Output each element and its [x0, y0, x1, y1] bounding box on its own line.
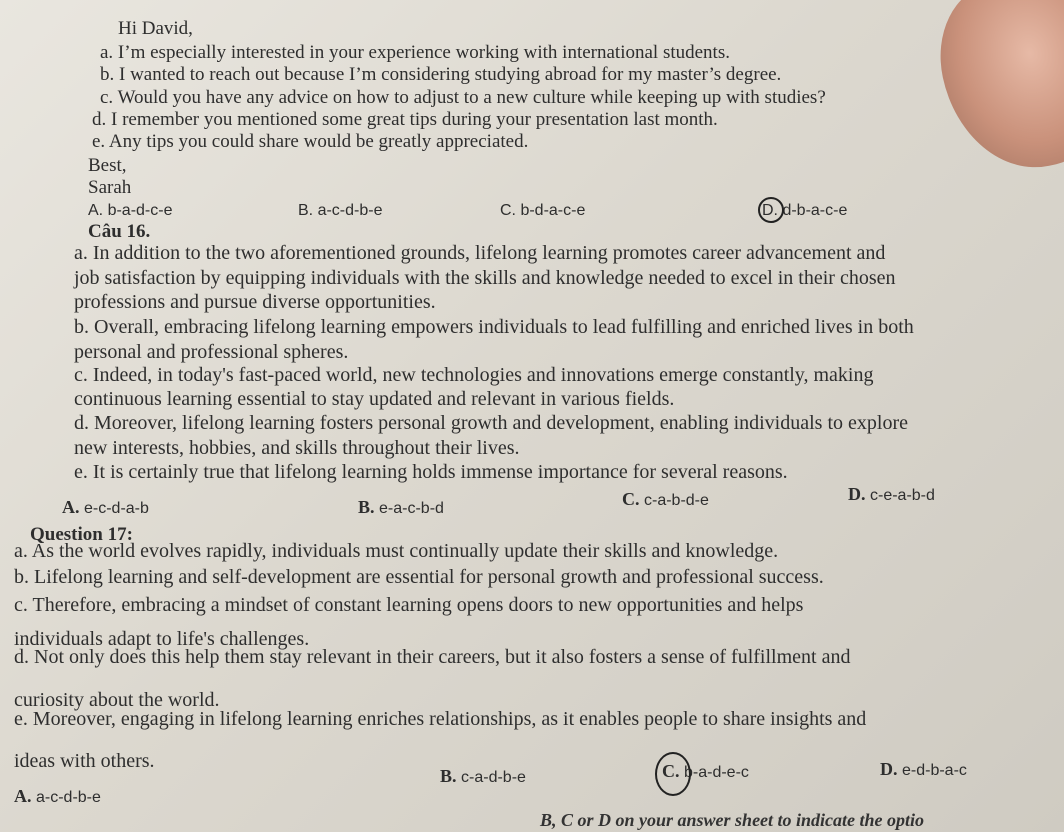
q16-line-a2: job satisfaction by equipping individuals with the skills and knowledge needed to excel in their chosen [74, 267, 896, 289]
q17-line-e2: ideas with others. [14, 750, 155, 772]
email-line-a: a. I’m especially interested in your experience working with international students. [100, 42, 730, 63]
q16-line-a3: professions and pursue diverse opportunities. [74, 291, 436, 313]
finger-photo-edge [926, 0, 1064, 184]
email-line-b: b. I wanted to reach out because I’m considering studying abroad for my master’s degree. [100, 64, 782, 85]
q16-line-c2: continuous learning essential to stay updated and relevant in various fields. [74, 388, 675, 410]
email-line-e: e. Any tips you could share would be greatly appreciated. [92, 131, 529, 152]
email-greeting: Hi David, [118, 18, 193, 39]
answer-sheet-instruction: B, C or D on your answer sheet to indicate the optio [540, 810, 925, 830]
q16-line-a1: a. In addition to the two aforementioned grounds, lifelong learning promotes career advancement and [74, 242, 886, 264]
q16-line-c1: c. Indeed, in today's fast-paced world, new technologies and innovations emerge constantly, making [74, 364, 874, 386]
q16-option-a[interactable]: A. e-c-d-a-b [62, 497, 149, 517]
q17-line-e1: e. Moreover, engaging in lifelong learning enriches relationships, as it enables people to share insights and [14, 708, 867, 730]
q17-option-d[interactable]: D. e-d-b-a-c [880, 759, 967, 779]
email-line-d: d. I remember you mentioned some great tips during your presentation last month. [92, 109, 718, 130]
answer-circle-mark [758, 197, 784, 223]
q16-line-d1: d. Moreover, lifelong learning fosters personal growth and development, enabling individuals to explore [74, 412, 908, 434]
q16-title: Câu 16. [88, 221, 151, 242]
q16-option-c[interactable]: C. c-a-b-d-e [622, 489, 709, 509]
email-option-d[interactable]: D. d-b-a-c-e [762, 202, 848, 219]
q17-option-b[interactable]: B. c-a-d-b-e [440, 766, 526, 786]
email-closing: Best, [88, 155, 127, 176]
q17-option-a[interactable]: A. a-c-d-b-e [14, 786, 101, 806]
q17-line-d1: d. Not only does this help them stay relevant in their careers, but it also fosters a sense of fulfillment and [14, 646, 851, 668]
q17-line-d2: curiosity about the world. [14, 689, 220, 711]
email-option-b[interactable]: B. a-c-d-b-e [298, 202, 383, 219]
email-option-c[interactable]: C. b-d-a-c-e [500, 202, 586, 219]
q17-option-c[interactable]: C. b-a-d-e-c [662, 761, 749, 781]
q17-line-a: a. As the world evolves rapidly, individuals must continually update their skills and knowledge. [14, 540, 779, 562]
q16-line-b2: personal and professional spheres. [74, 341, 349, 363]
q17-title: Question 17: [30, 524, 133, 545]
q17-line-c2: individuals adapt to life's challenges. [14, 628, 310, 650]
q17-line-b: b. Lifelong learning and self-development are essential for personal growth and professional success. [14, 566, 824, 588]
email-option-a[interactable]: A. b-a-d-c-e [88, 202, 173, 219]
q16-line-d2: new interests, hobbies, and skills throughout their lives. [74, 437, 520, 459]
q16-option-d[interactable]: D. c-e-a-b-d [848, 484, 935, 504]
q16-line-e: e. It is certainly true that lifelong learning holds immense importance for several reasons. [74, 461, 788, 483]
q16-line-b1: b. Overall, embracing lifelong learning empowers individuals to lead fulfilling and enriched lives in both [74, 316, 914, 338]
q17-line-c1: c. Therefore, embracing a mindset of constant learning opens doors to new opportunities and helps [14, 594, 804, 616]
answer-circle-mark-q17 [655, 752, 691, 796]
email-line-c: c. Would you have any advice on how to adjust to a new culture while keeping up with studies? [100, 87, 826, 108]
email-signature: Sarah [88, 177, 132, 198]
q16-option-b[interactable]: B. e-a-c-b-d [358, 497, 444, 517]
